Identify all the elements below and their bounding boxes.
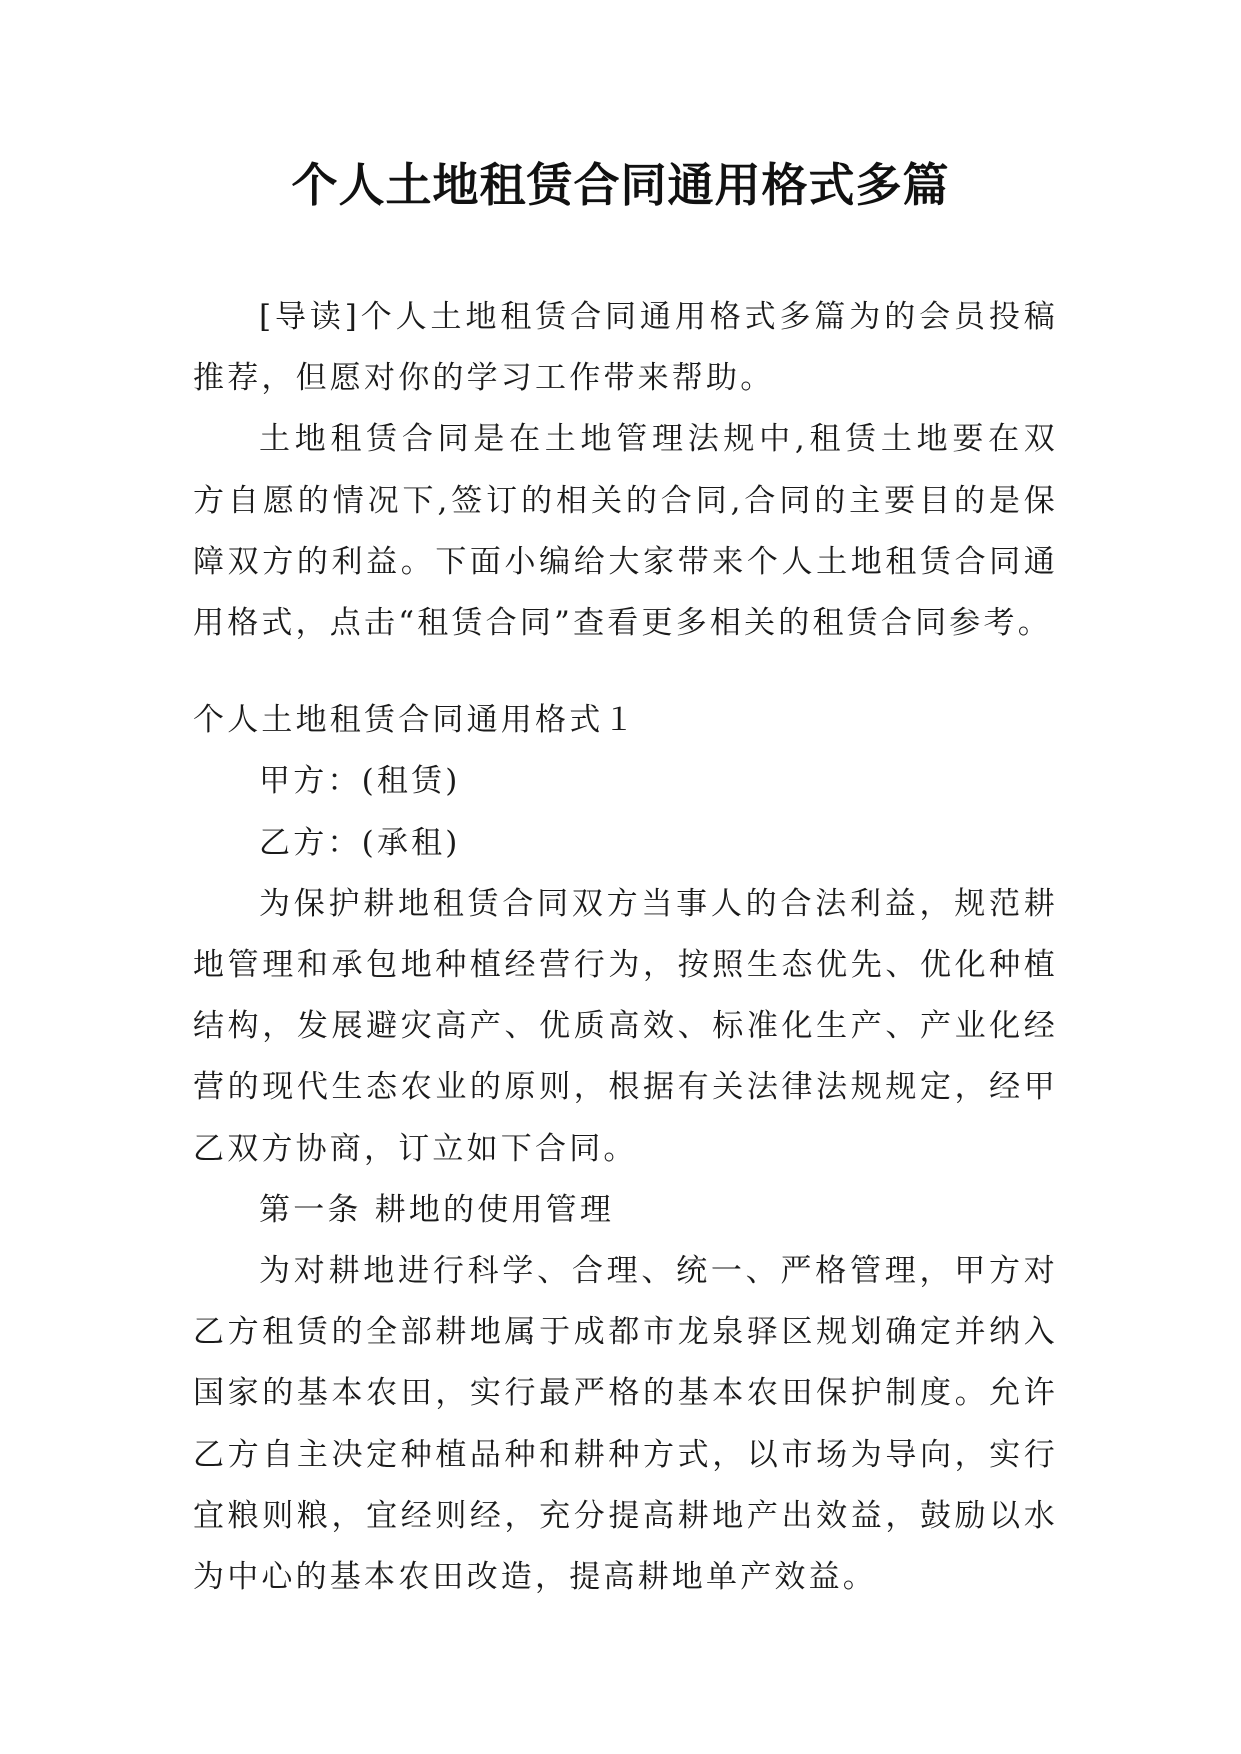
article-body-paragraph: 为对耕地进行科学、合理、统一、严格管理，甲方对乙方租赁的全部耕地属于成都市龙泉驿区规划确定并纳入国家的基本农田，实行最严格的基本农田保护制度。允许乙方自主决定种植品种和耕种方式，以市场为导向，实行宜粮则粮，宜经则经，充分提高耕地产出效益，鼓励以水为中心的基本农田改造，提高耕地单产效益。 bbox=[193, 1253, 1058, 1596]
party-b-line: 乙方：(承租) bbox=[259, 824, 461, 861]
body-paragraph: 为保护耕地租赁合同双方当事人的合法利益，规范耕地管理和承包地种植经营行为，按照生态优先、优化种植结构，发展避灾高产、优质高效、标准化生产、产业化经营的现代生态农业的原则，根据有关法律法规规定，经甲乙双方协商，订立如下合同。 bbox=[193, 885, 1058, 1167]
intro-paragraph: [导读]个人土地租赁合同通用格式多篇为的会员投稿推荐，但愿对你的学习工作带来帮助。 bbox=[193, 299, 1058, 397]
document-body bbox=[193, 287, 1058, 1608]
body-paragraph: 土地租赁合同是在土地管理法规中,租赁土地要在双方自愿的情况下,签订的相关的合同,合同的主要目的是保障双方的利益。下面小编给大家带来个人土地租赁合同通用格式，点击“租赁合同”查看更多相关的租赁合同参考。 bbox=[193, 421, 1058, 642]
document-title: 个人土地租赁合同通用格式多篇 bbox=[291, 158, 950, 212]
party-a-line: 甲方：(租赁) bbox=[259, 763, 461, 800]
section-heading: 个人土地租赁合同通用格式１ bbox=[193, 702, 638, 739]
article-heading: 第一条 耕地的使用管理 bbox=[259, 1191, 615, 1228]
